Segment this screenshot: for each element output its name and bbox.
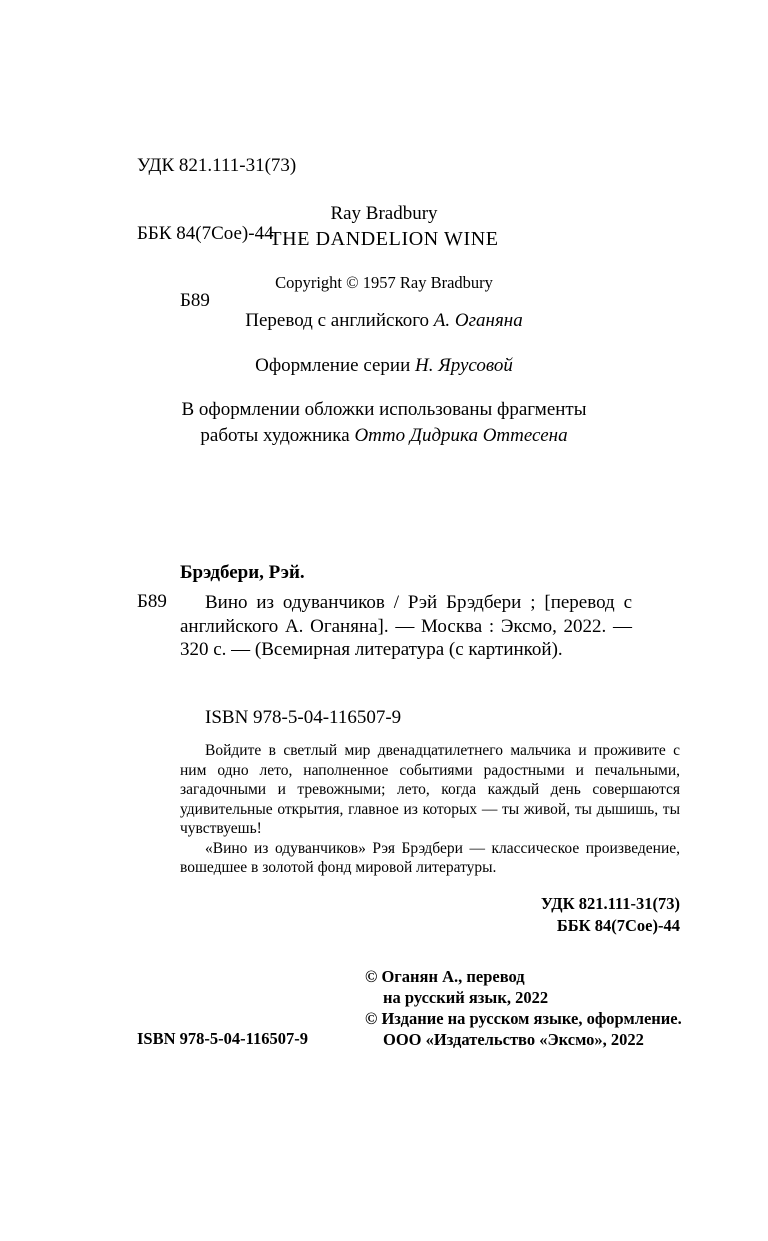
- catalog-author-code: Б89: [137, 591, 167, 612]
- udk-bottom: УДК 821.111-31(73): [540, 894, 680, 913]
- imprint-line-2: на русский язык, 2022: [383, 988, 549, 1007]
- original-author: Ray Bradbury: [330, 203, 438, 224]
- copyright-notice: Copyright © 1957 Ray Bradbury: [275, 273, 493, 292]
- translation-credit: [88, 310, 680, 332]
- author-code-top: Б89: [180, 290, 210, 311]
- imprint-line-4: ООО «Издательство «Эксмо», 2022: [383, 1030, 644, 1049]
- bottom-bibliographic-codes: [541, 893, 680, 937]
- isbn-bottom: ISBN 978-5-04-116507-9: [137, 1029, 308, 1048]
- series-credit-prefix: Оформление серии: [255, 355, 416, 376]
- isbn-line: ISBN 978-5-04-116507-9: [205, 707, 402, 728]
- series-design-credit: [88, 355, 680, 377]
- bbk-top: ББК 84(7Сое)-44: [137, 222, 274, 244]
- cover-artist-name: Отто Дидрика Оттесена: [354, 425, 568, 446]
- catalog-description: Вино из одуванчиков / Рэй Брэдбери ; [перевод с английского А. Оганяна]. — Москва : Эксмо, 2022. — 320 с. — (Всемирная литература (с картинкой).: [180, 592, 632, 660]
- cover-credit-line2: [88, 423, 680, 449]
- cover-credit-line1: В оформлении обложки использованы фрагменты: [181, 399, 587, 420]
- series-designer-name: Н. Ярусовой: [415, 355, 513, 376]
- udk-top: УДК 821.111-31(73): [137, 155, 297, 176]
- original-title: THE DANDELION WINE: [269, 228, 499, 250]
- cover-credit-line2-prefix: работы художника: [200, 425, 355, 446]
- annotation-paragraph-2: «Вино из одуванчиков» Рэя Брэдбери — классическое произведение, вошедшее в золотой фонд мировой литературы.: [180, 839, 680, 876]
- catalog-author-heading: Брэдбери, Рэй.: [180, 562, 305, 583]
- translation-credit-prefix: Перевод с английского: [245, 310, 434, 331]
- copyright-imprint-block: [365, 966, 682, 1050]
- bbk-bottom: ББК 84(7Сое)-44: [556, 916, 680, 935]
- translator-name: А. Оганяна: [433, 310, 523, 331]
- annotation-paragraph-1: Войдите в светлый мир двенадцатилетнего мальчика и проживите с ним одно лето, наполненное событиями радостными и печальными, загадочными и тревожными; лето, когда каждый день совершаются удивительные открытия, главное из которых — ты живой, ты дышишь, ты чувствуешь!: [180, 742, 680, 837]
- imprint-line-1: © Оганян А., перевод: [365, 967, 525, 986]
- cover-art-credit: [88, 397, 680, 449]
- annotation-block: [180, 741, 680, 878]
- imprint-line-3: © Издание на русском языке, оформление.: [365, 1009, 682, 1028]
